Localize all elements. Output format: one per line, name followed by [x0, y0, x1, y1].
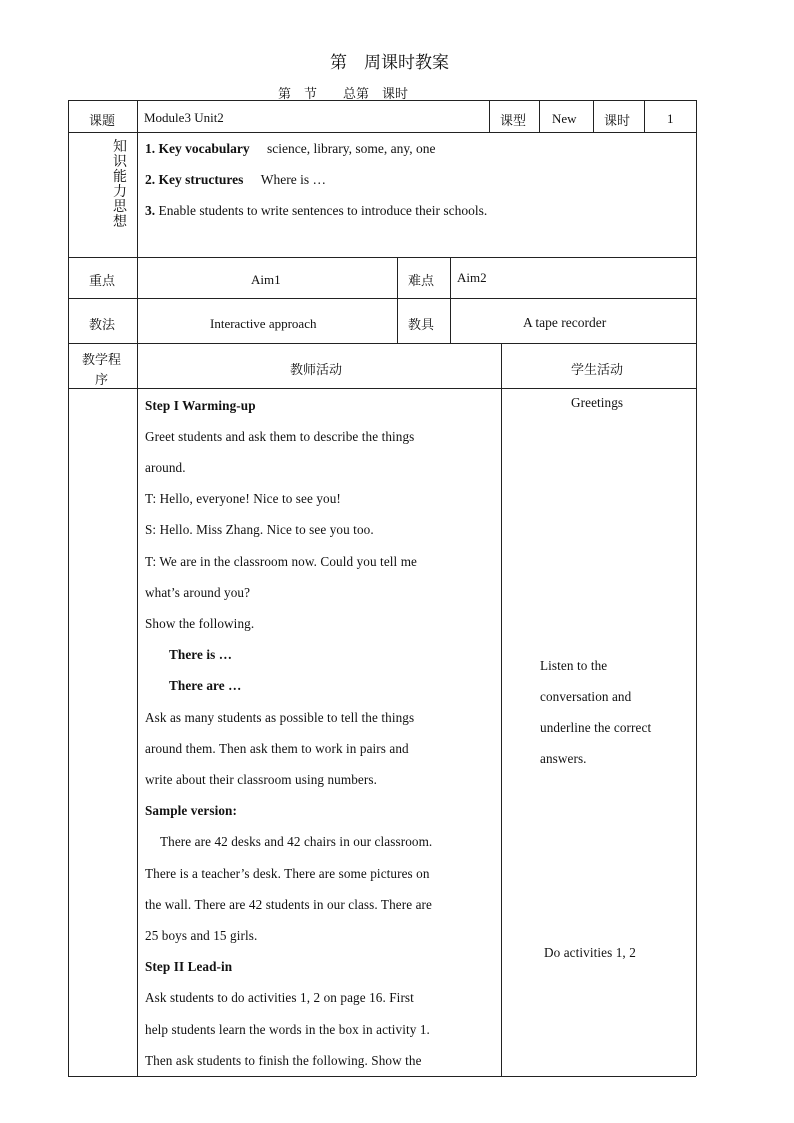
- teaching-method-value: Interactive approach: [210, 316, 317, 331]
- teacher-line: 25 boys and 15 girls.: [145, 928, 258, 943]
- page-title: 第 周课时教案: [330, 53, 449, 73]
- lesson-hours-label: 课时: [604, 114, 631, 129]
- teacher-line: Ask as many students as possible to tell the things: [145, 710, 415, 725]
- teacher-activity-header: 教师活动: [290, 363, 343, 378]
- student-line: conversation and: [540, 689, 632, 704]
- objective-item-3: 3. Enable students to write sentences to introduce their schools.: [145, 203, 488, 218]
- difficulty-label: 难点: [408, 274, 435, 289]
- teaching-tools-value: A tape recorder: [523, 315, 607, 330]
- teacher-line: S: Hello. Miss Zhang. Nice to see you too.: [145, 522, 374, 537]
- step-heading: Step I Warming-up: [145, 398, 256, 413]
- lesson-type-value: New: [552, 111, 577, 126]
- objective-item-1: 1. Key vocabulary science, library, some, any, one: [145, 141, 436, 156]
- pattern-line: There are …: [169, 678, 242, 693]
- sample-heading: Sample version:: [145, 803, 237, 818]
- teaching-tools-label: 教具: [408, 318, 435, 333]
- objectives-side-label: 知 识 能 力 思 想: [113, 139, 127, 230]
- teacher-line: around.: [145, 460, 186, 475]
- teaching-method-label: 教法: [89, 318, 116, 333]
- teacher-line: T: We are in the classroom now. Could you tell me: [145, 554, 418, 569]
- page-subtitle: 第 节 总第 课时: [278, 87, 409, 102]
- difficulty-value: Aim2: [457, 270, 487, 285]
- teacher-line: T: Hello, everyone! Nice to see you!: [145, 491, 341, 506]
- topic-value: Module3 Unit2: [144, 110, 224, 125]
- pattern-line: There is …: [169, 647, 233, 662]
- teacher-line: Ask students to do activities 1, 2 on page 16. First: [145, 990, 414, 1005]
- student-do-activities: Do activities 1, 2: [544, 945, 636, 960]
- procedure-label-line1: 教学程: [82, 353, 122, 368]
- teacher-line: what’s around you?: [145, 585, 251, 600]
- key-point-value: Aim1: [251, 272, 281, 287]
- teacher-line: There are 42 desks and 42 chairs in our classroom.: [160, 834, 433, 849]
- student-line: underline the correct: [540, 720, 652, 735]
- teacher-line: the wall. There are 42 students in our class. There are: [145, 897, 432, 912]
- step-heading: Step II Lead-in: [145, 959, 233, 974]
- key-point-label: 重点: [89, 274, 116, 289]
- teacher-line: There is a teacher’s desk. There are some pictures on: [145, 866, 430, 881]
- lesson-type-label: 课型: [500, 114, 527, 129]
- student-line: Listen to the: [540, 658, 608, 673]
- teacher-line: write about their classroom using numbers.: [145, 772, 378, 787]
- topic-label: 课题: [89, 114, 116, 129]
- student-line: answers.: [540, 751, 587, 766]
- teacher-line: Show the following.: [145, 616, 255, 631]
- teacher-line: help students learn the words in the box in activity 1.: [145, 1022, 430, 1037]
- lesson-hours-value: 1: [667, 111, 674, 126]
- procedure-label-line2: 序: [95, 373, 109, 388]
- teacher-line: around them. Then ask them to work in pairs and: [145, 741, 409, 756]
- teacher-line: Then ask students to finish the following. Show the: [145, 1053, 422, 1068]
- teacher-line: Greet students and ask them to describe the things: [145, 429, 415, 444]
- student-activity-header: 学生活动: [571, 363, 624, 378]
- student-greetings: Greetings: [571, 395, 624, 410]
- objective-item-2: 2. Key structures Where is …: [145, 172, 326, 187]
